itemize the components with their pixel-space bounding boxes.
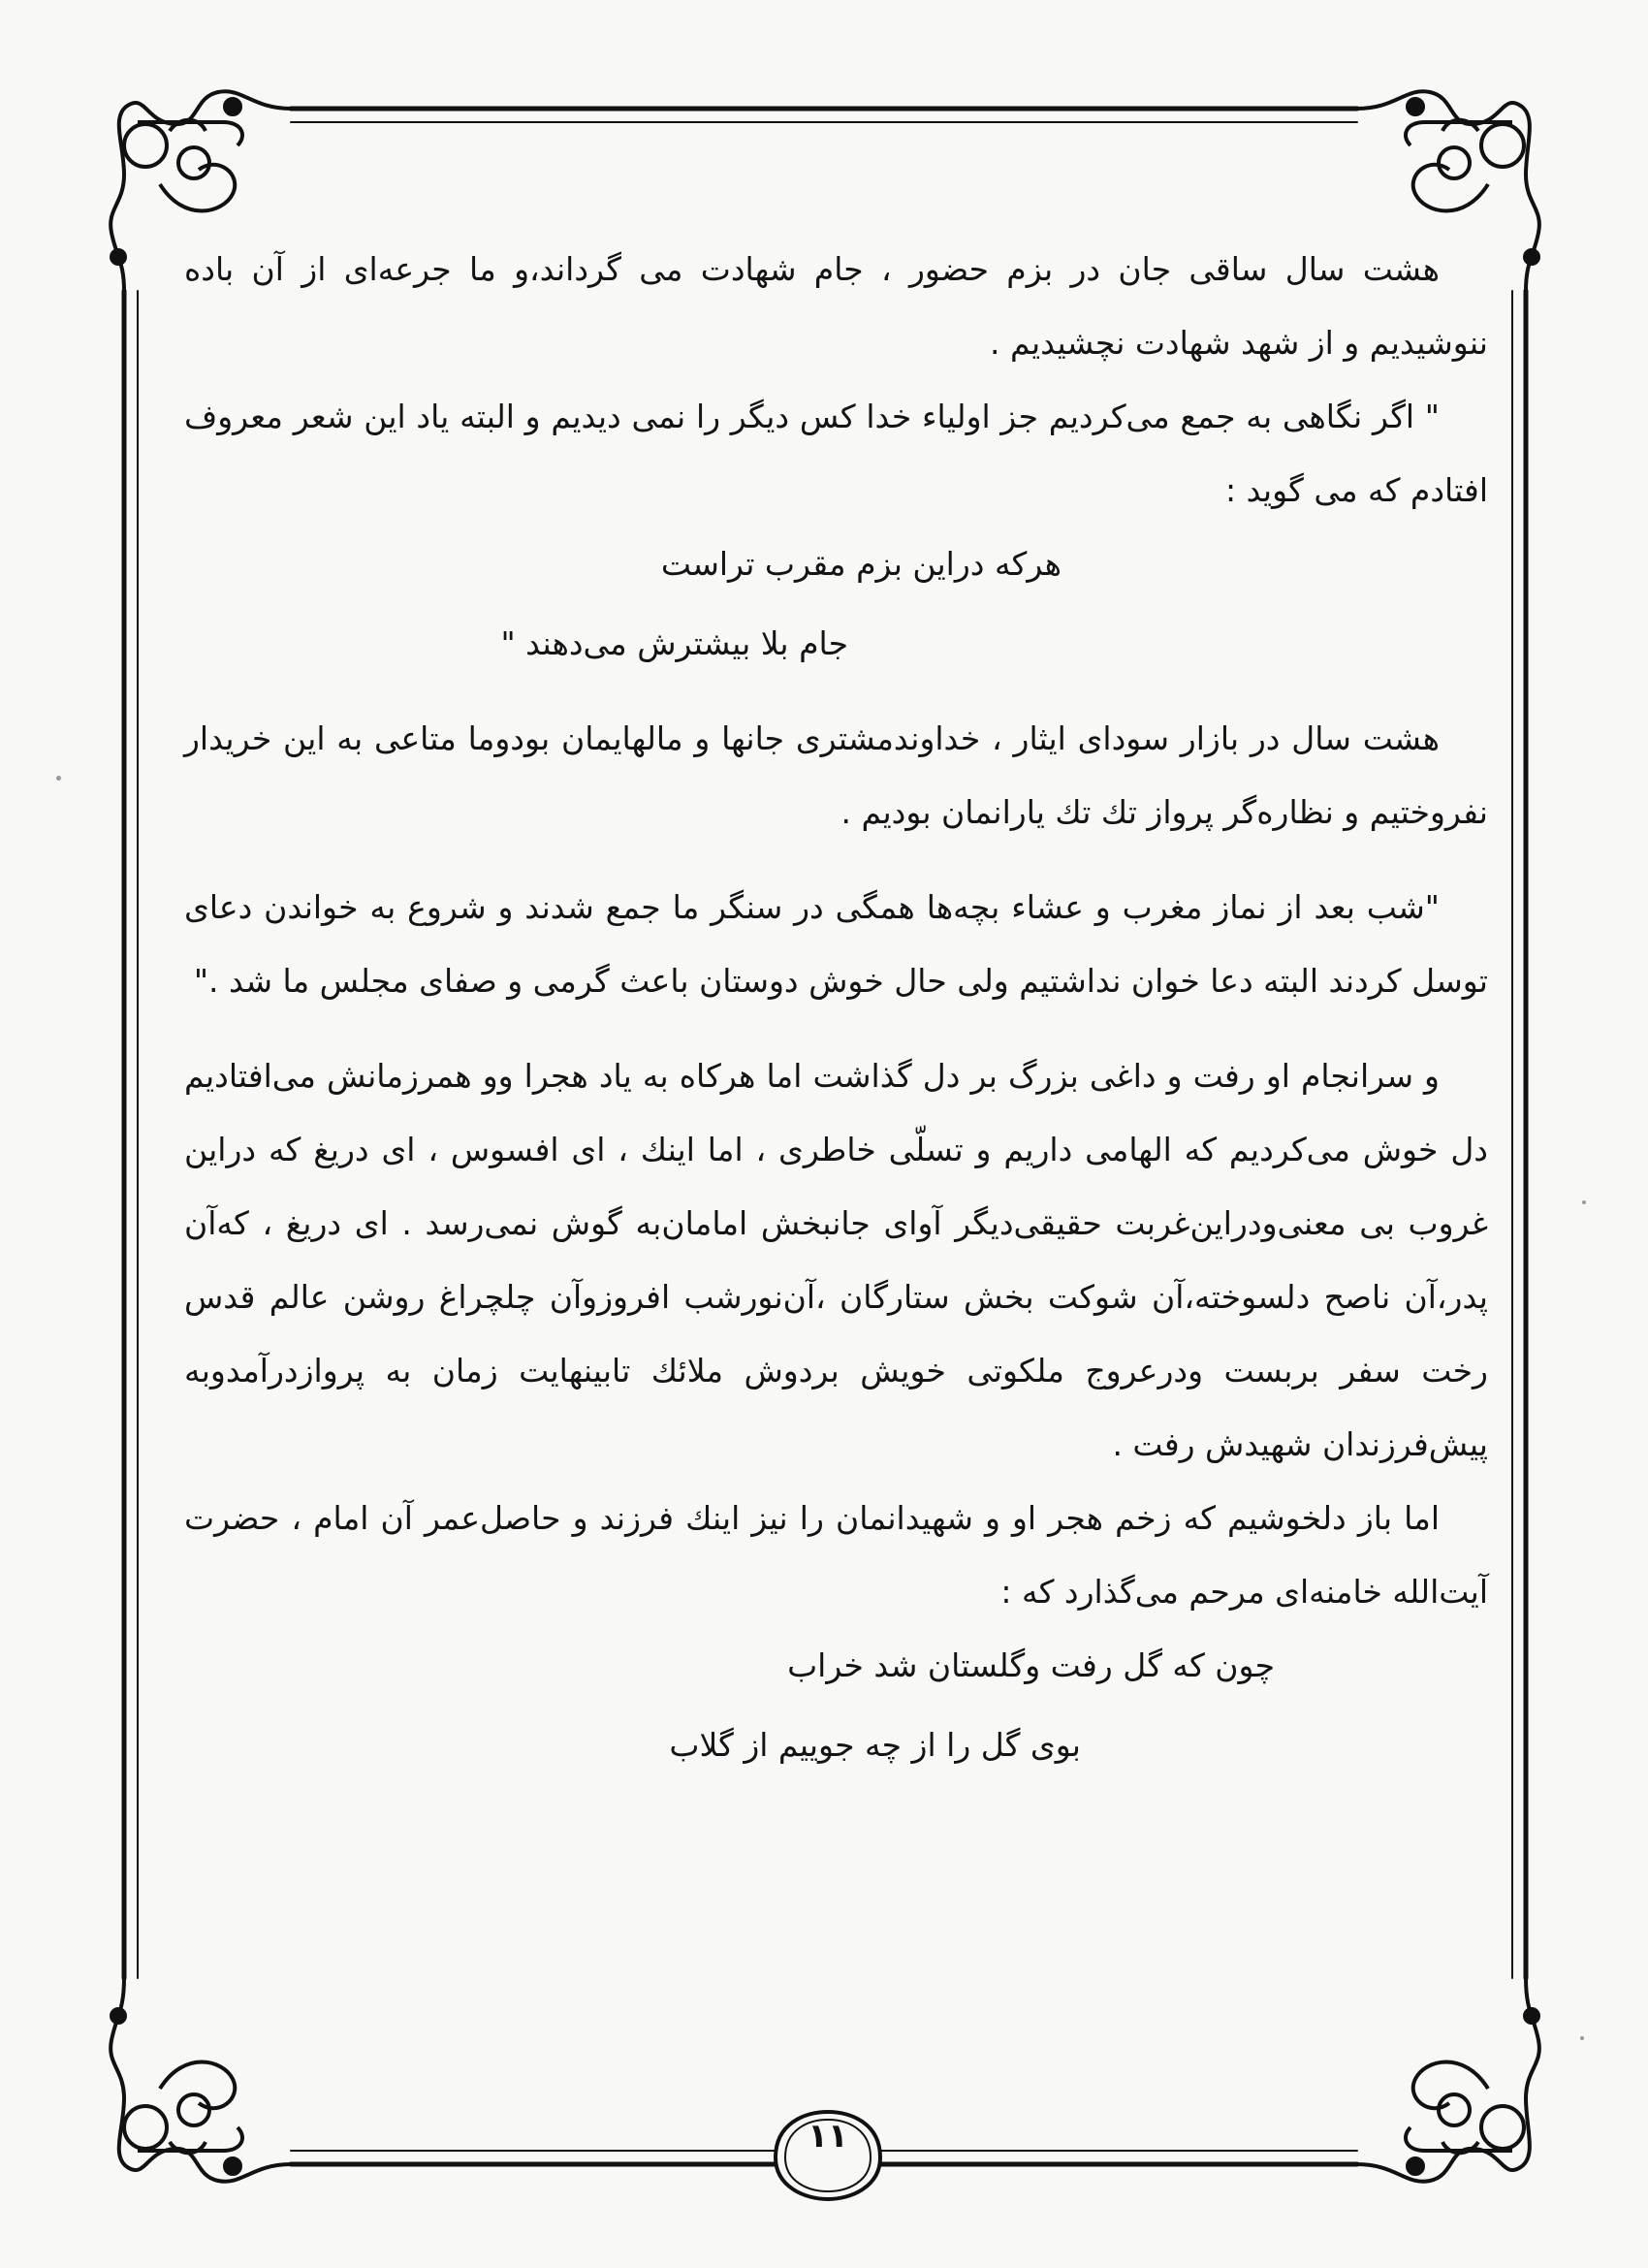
paragraph-2: " اگر نگاهی به جمع می‌کردیم جز اولیاء خدا کس دیگر را نمی دیدیم و البته یاد این شعر معروف افتادم که می گوید : — [184, 398, 1488, 509]
scan-speck — [1580, 2036, 1584, 2040]
paragraph-6: اما باز دلخوشیم که زخم هجر او و شهیدانمان را نیز اینك فرزند و حاصل‌عمر آن امام ، حضرت آیت‌الله خامنه‌ای مرحم می‌گذارد که : — [184, 1499, 1488, 1611]
verse-line-2: جام بلا بیشترش می‌دهند " — [500, 624, 848, 662]
verse-line-4: بوی گل را از چه جوییم از گلاب — [669, 1726, 1081, 1764]
page-number: ۱۱ — [808, 2117, 848, 2156]
verse-line-1: هرکه دراین بزم مقرب تراست — [660, 545, 1062, 583]
paragraph-5: و سرانجام او رفت و داغی بزرگ بر دل گذاشت اما هرکاه به یاد هجرا وو همرزمانش می‌افتادیم دل خوش می‌کردیم که الهامی داریم و تسلّی خاطری ، اما اینك ، ای افسوس ، ای دریغ که دراین غروب بی معنی‌ودراین‌غربت حقیقی‌دیگر آوای جانبخش امامان‌به گوش نمی‌رسد . ای دریغ ، که‌آن پدر،آن ناصح دلسوخته،آن شوکت بخش ستارگان ،آن‌نور‌شب افروزوآن چلچراغ روشن عالم قدس رخت سفر بربست ودرعروج ملکوتی خویش بردوش ملائك تابینهایت زمان به پروازدرآمدوبه پیش‌فرزندان شهیدش رفت . — [184, 1057, 1488, 1463]
paragraph-3: هشت سال در بازار سودای ایثار ، خداوندمشتری جانها و مالهایمان بودوما متاعی به این خریدار نفروختیم و نظاره‌گر پرواز تك تك یارانمان بودیم . — [184, 719, 1488, 831]
paragraph-4: "شب بعد از نماز مغرب و عشاء بچه‌ها همگی در سنگر ما جمع شدند و شروع به خواندن دعای توسل کردند البته دعا خوان نداشتیم ولی حال خوش دوستان باعث گرمی و صفای مجلس ما شد ." — [184, 888, 1488, 1000]
scan-speck — [56, 776, 61, 781]
scan-speck — [1582, 1200, 1586, 1204]
paragraph-1: هشت سال ساقی جان در بزم حضور ، جام شهادت می گرداند،و ما جرعه‌ای از آن باده ننوشیدیم و از شهد شهادت نچشیدیم . — [184, 250, 1488, 362]
body-text — [184, 233, 1488, 1842]
verse-line-3: چون که گل رفت وگلستان شد خراب — [787, 1646, 1275, 1684]
